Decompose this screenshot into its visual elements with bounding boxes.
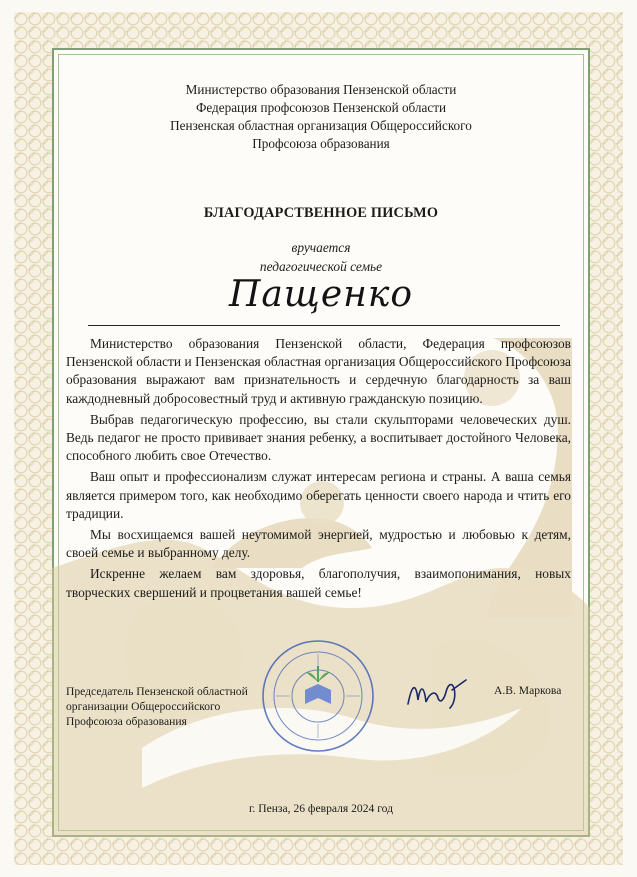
signer-position-line: Председатель Пензенской областной <box>66 685 248 698</box>
body-paragraph: Выбрав педагогическую профессию, вы стали скульпторами человеческих душ. Ведь педагог не просто прививает знания ребенку, а воспитывает достойного Человека, способного любить свое Отечество. <box>66 411 571 464</box>
name-underline <box>88 325 560 326</box>
signer-position <box>66 684 248 729</box>
body-paragraph: Министерство образования Пензенской области, Федерация профсоюзов Пензенской области и Пензенская областная организация Общероссийского Профсоюза образования выражают вам признательность и сердечную благодарность за ваш каждодневный добросовестный труд и активную гражданскую позицию. <box>66 336 571 406</box>
signer-position-line: организации Общероссийского <box>66 700 221 713</box>
org-line-4: Профсоюза образования <box>252 136 390 151</box>
body-paragraph: Ваш опыт и профессионализм служат интересам региона и страны. А ваша семья является примером того, как необходимо оберегать ценности своего народа и чтить его традиции. <box>66 469 571 521</box>
signer-name: А.В. Маркова <box>494 684 562 697</box>
recipient-name: Пащенко <box>228 274 414 315</box>
certificate-content <box>52 48 590 837</box>
letter-body <box>66 335 571 602</box>
body-paragraph: Мы восхищаемся вашей неутомимой энергией, мудростью и любовью к детям, своей семье и выбранному делу. <box>66 527 571 561</box>
document-title: БЛАГОДАРСТВЕННОЕ ПИСЬМО <box>203 205 439 221</box>
handwritten-signature-icon <box>404 674 470 714</box>
body-paragraph: Искренне желаем вам здоровья, благополучия, взаимопонимания, новых творческих свершений и процветания вашей семье! <box>66 566 571 600</box>
subtitle-line-2: педагогической семье <box>259 259 383 274</box>
union-seal-icon <box>260 638 376 754</box>
org-line-3: Пензенская областная организация Общероссийского <box>170 118 472 133</box>
org-line-1: Министерство образования Пензенской области <box>185 82 457 97</box>
signer-position-line: Профсоюза образования <box>66 715 187 728</box>
org-line-2: Федерация профсоюзов Пензенской области <box>195 100 447 115</box>
place-and-date: г. Пенза, 26 февраля 2024 год <box>248 802 394 815</box>
subtitle-line-1: вручается <box>291 240 351 255</box>
